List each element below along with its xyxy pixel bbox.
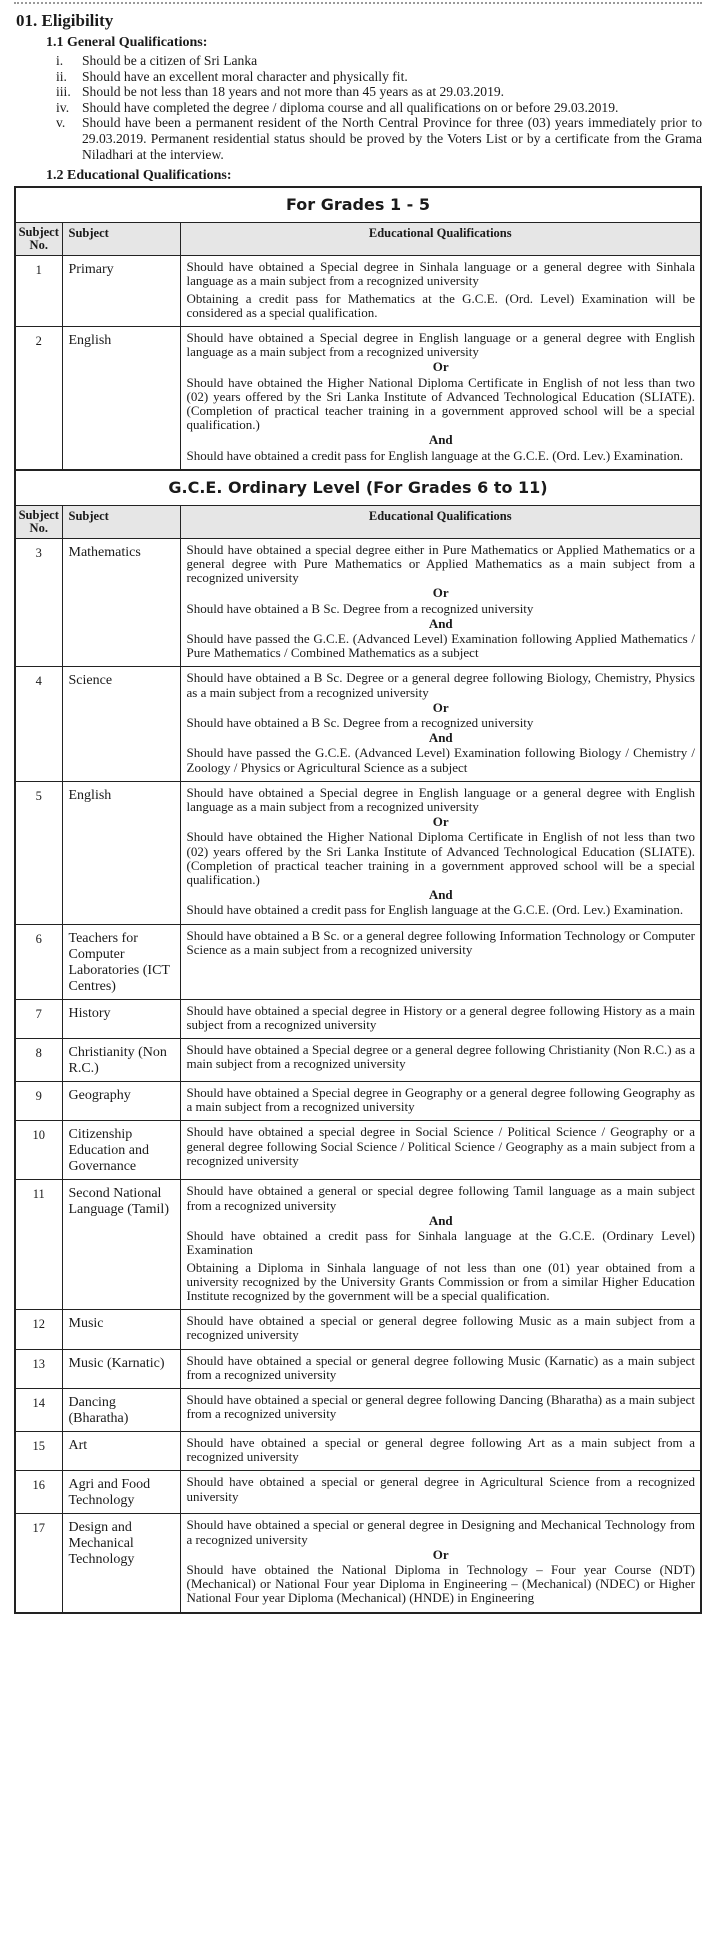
conjunction-label: And — [428, 730, 453, 746]
general-qualification-item — [46, 100, 702, 116]
qualification-cell — [180, 924, 701, 999]
qualification-text: Should have obtained the Higher National Diploma Certificate in English of not less than two (02) years offered by the Sri Lanka Institute of Advanced Technological Education (SLIATE). (Completion of practical teacher training in a government approved school will be a special qualification.) — [186, 829, 695, 888]
qualification-text: Should have obtained the National Diploma in Technology – Four year Course (NDT) (Mechanical) or National Four year Diploma in Engineering – (Mechanical) (NDEC) or Higher National Four year Diploma (Mechanical) (HNDE) in Engineering — [186, 1561, 695, 1606]
table-row — [15, 781, 701, 924]
subject-number: 5 — [15, 781, 62, 924]
item-number: ii. — [56, 68, 67, 84]
eligibility-page — [0, 2, 712, 1944]
qualification-cell — [180, 256, 701, 327]
qualification-text: Should have obtained a credit pass for English language at the G.C.E. (Ord. Lev.) Examination. — [186, 447, 684, 463]
qualification-text: Should have passed the G.C.E. (Advanced Level) Examination following Biology / Chemistry / Zoology / Physics or Agricultural Science as a subject — [186, 745, 695, 775]
subject-name: Christianity (Non R.C.) — [62, 1039, 180, 1082]
table-row — [15, 924, 701, 999]
qualification-text: Should have obtained a Special degree in English language or a general degree with English language as a main subject from a recognized university — [186, 784, 695, 815]
subject-name: Teachers for Computer Laboratories (ICT Centres) — [62, 924, 180, 999]
subject-number: 1 — [15, 256, 62, 327]
qualification-text: Should have obtained a B Sc. Degree or a general degree following Biology, Chemistry, Physics as a main subject from a recognized university — [186, 670, 695, 700]
top-divider — [14, 2, 702, 9]
qualification-cell — [180, 1310, 701, 1349]
qualification-cell — [180, 1388, 701, 1431]
subject-number: 12 — [15, 1310, 62, 1349]
subject-number: 9 — [15, 1082, 62, 1121]
conjunction-label: Or — [432, 814, 449, 830]
conjunction-label: And — [428, 432, 453, 448]
subject-number: 6 — [15, 924, 62, 999]
qualification-text: Should have obtained a B Sc. or a general degree following Information Technology or Computer Science as a main subject from a recognized university — [186, 927, 695, 957]
table-row — [15, 326, 701, 469]
conjunction-label: Or — [432, 1546, 449, 1562]
qualification-cell — [180, 326, 701, 469]
subject-number: 2 — [15, 326, 62, 469]
subject-name: Agri and Food Technology — [62, 1471, 180, 1514]
item-number: v. — [56, 115, 66, 131]
qualification-cell — [180, 999, 701, 1038]
qualification-text: Should have obtained a special or general degree following Music (Karnatic) as a main subject from a recognized university — [186, 1352, 695, 1382]
subject-no-header: Subject No. — [15, 505, 62, 538]
conjunction-label: Or — [432, 359, 449, 375]
qualification-text: Should have obtained a special or general degree in Designing and Mechanical Technology from a recognized university — [186, 1517, 695, 1547]
item-text: Should be not less than 18 years and not more than 45 years as at 29.03.2019. — [82, 84, 505, 100]
table-row — [15, 1310, 701, 1349]
qualifications-table — [14, 186, 702, 1613]
general-qualifications-list — [14, 53, 702, 162]
qualification-text: Should have obtained a special or general degree following Art as a main subject from a recognized university — [186, 1434, 695, 1465]
table-row — [15, 1121, 701, 1180]
table-row — [15, 256, 701, 327]
qualification-text: Obtaining a credit pass for Mathematics at the G.C.E. (Ord. Level) Examination will be considered as a special qualification. — [186, 290, 695, 320]
subject-name: Mathematics — [62, 538, 180, 667]
qualification-cell — [180, 1431, 701, 1470]
qualification-text: Should have obtained a special degree in History or a general degree following History as a main subject from a recognized university — [186, 1002, 695, 1032]
subject-name: History — [62, 999, 180, 1038]
subject-number: 8 — [15, 1039, 62, 1082]
subject-name: English — [62, 326, 180, 469]
qualification-cell — [180, 538, 701, 667]
qualification-cell — [180, 1514, 701, 1613]
conjunction-label: And — [428, 1212, 453, 1228]
subject-number: 14 — [15, 1388, 62, 1431]
qualification-cell — [180, 1349, 701, 1388]
qualification-text: Should have obtained a special or general degree following Music as a main subject from a recognized university — [186, 1313, 695, 1343]
qualification-text: Should have obtained a B Sc. Degree from a recognized university — [186, 715, 534, 731]
general-qualification-item — [46, 69, 702, 85]
table-row — [15, 667, 701, 781]
qualification-cell — [180, 781, 701, 924]
qualification-cell — [180, 1039, 701, 1082]
subject-name: Music (Karnatic) — [62, 1349, 180, 1388]
qualification-cell — [180, 1180, 701, 1310]
general-qualification-item — [46, 84, 702, 100]
general-qualification-item — [46, 115, 702, 162]
qualification-cell — [180, 1471, 701, 1514]
qualification-cell — [180, 667, 701, 781]
qualification-text: Should have obtained a Special degree in Geography or a general degree following Geography as a main subject from a recognized university — [186, 1085, 695, 1115]
table-row — [15, 1471, 701, 1514]
grade-group-title: For Grades 1 - 5 — [15, 187, 701, 223]
conjunction-label: Or — [432, 699, 449, 715]
item-text: Should have been a permanent resident of the North Central Province for three (03) years immediately prior to 29.03.2019. Permanent residential status should be proved by the Voters List or by a certificate from the Grama Niladhari at the interview. — [82, 115, 702, 162]
table-row — [15, 1039, 701, 1082]
table-row — [15, 1180, 701, 1310]
subject-number: 13 — [15, 1349, 62, 1388]
qualification-text: Should have obtained a special degree in Social Science / Political Science / Geography or a general degree following Social Science / Political Science / Geography as a main subject from a recognized university — [186, 1124, 695, 1168]
qualification-text: Should have obtained a Special degree or a general degree following Christianity (Non R.C.) as a main subject from a recognized university — [186, 1042, 695, 1072]
qualification-text: Should have obtained a special or general degree following Dancing (Bharatha) as a main subject from a recognized university — [186, 1391, 695, 1422]
subject-name: Second National Language (Tamil) — [62, 1180, 180, 1310]
subject-name: Citizenship Education and Governance — [62, 1121, 180, 1180]
table-row — [15, 538, 701, 667]
subject-number: 7 — [15, 999, 62, 1038]
conjunction-label: And — [428, 615, 453, 631]
qualification-text: Should have obtained a general or special degree following Tamil language as a main subject from a recognized university — [186, 1183, 695, 1213]
subject-header: Subject — [62, 505, 180, 538]
general-qualifications-title: 1.1 General Qualifications: — [46, 35, 208, 50]
table-row — [15, 1082, 701, 1121]
subject-name: Art — [62, 1431, 180, 1470]
qualification-text: Should have obtained a special degree either in Pure Mathematics or Applied Mathematics or a general degree with Pure Mathematics or Applied Mathematics as a main subject from a recognized university — [186, 541, 695, 586]
subject-number: 11 — [15, 1180, 62, 1310]
subject-name: Design and Mechanical Technology — [62, 1514, 180, 1613]
subject-no-header: Subject No. — [15, 223, 62, 256]
qualifications-header: Educational Qualifications — [180, 505, 701, 538]
subject-number: 16 — [15, 1471, 62, 1514]
subject-name: Dancing (Bharatha) — [62, 1388, 180, 1431]
qualification-cell — [180, 1121, 701, 1180]
subject-name: Primary — [62, 256, 180, 327]
table-header-row — [15, 505, 701, 538]
subject-name: Geography — [62, 1082, 180, 1121]
section-title: 01. Eligibility — [16, 11, 114, 30]
item-number: iii. — [56, 84, 71, 100]
qualification-text: Should have obtained a Special degree in Sinhala language or a general degree with Sinhala language as a main subject from a recognized university — [186, 259, 695, 289]
qualification-text: Should have obtained a credit pass for English language at the G.C.E. (Ord. Lev.) Examination. — [186, 902, 684, 918]
subject-name: Music — [62, 1310, 180, 1349]
qualification-cell — [180, 1082, 701, 1121]
item-number: iv. — [56, 99, 70, 115]
qualification-text: Should have obtained a Special degree in English language or a general degree with English language as a main subject from a recognized university — [186, 329, 695, 360]
qualification-text: Should have obtained a B Sc. Degree from a recognized university — [186, 600, 534, 616]
table-row — [15, 1388, 701, 1431]
qualification-text: Obtaining a Diploma in Sinhala language of not less than one (01) year obtained from a university recognized by the University Grants Commission or from a similar Higher Education Institute recognized by the government will be a special qualification. — [186, 1259, 695, 1303]
subject-number: 15 — [15, 1431, 62, 1470]
subject-header: Subject — [62, 223, 180, 256]
conjunction-label: And — [428, 887, 453, 903]
table-row — [15, 1514, 701, 1613]
table-row — [15, 1349, 701, 1388]
subject-number: 3 — [15, 538, 62, 667]
subject-name: Science — [62, 667, 180, 781]
qualification-text: Should have passed the G.C.E. (Advanced Level) Examination following Applied Mathematics / Pure Mathematics / Combined Mathematics as a subject — [186, 631, 695, 661]
item-number: i. — [56, 53, 64, 68]
table-row — [15, 1431, 701, 1470]
item-text: Should have completed the degree / diploma course and all qualifications on or before 29.03.2019. — [82, 99, 619, 115]
table-header-row — [15, 223, 701, 256]
item-text: Should be a citizen of Sri Lanka — [82, 53, 258, 68]
educational-qualifications-title: 1.2 Educational Qualifications: — [46, 168, 232, 184]
general-qualification-item — [46, 53, 702, 69]
subject-name: English — [62, 781, 180, 924]
subject-number: 10 — [15, 1121, 62, 1180]
grade-group-title: G.C.E. Ordinary Level (For Grades 6 to 11) — [15, 470, 701, 506]
table-row — [15, 999, 701, 1038]
qualifications-header: Educational Qualifications — [180, 223, 701, 256]
qualification-text: Should have obtained a special or general degree in Agricultural Science from a recognized university — [186, 1474, 695, 1504]
conjunction-label: Or — [432, 585, 449, 601]
qualification-text: Should have obtained the Higher National Diploma Certificate in English of not less than two (02) years offered by the Sri Lanka Institute of Advanced Technological Education (SLIATE). (Completion of practical teacher training in a government approved school will be a special qualification.) — [186, 374, 695, 433]
subject-number: 17 — [15, 1514, 62, 1613]
qualification-text: Should have obtained a credit pass for Sinhala language at the G.C.E. (Ordinary Level) Examination — [186, 1228, 695, 1258]
subject-number: 4 — [15, 667, 62, 781]
item-text: Should have an excellent moral character and physically fit. — [82, 68, 408, 84]
